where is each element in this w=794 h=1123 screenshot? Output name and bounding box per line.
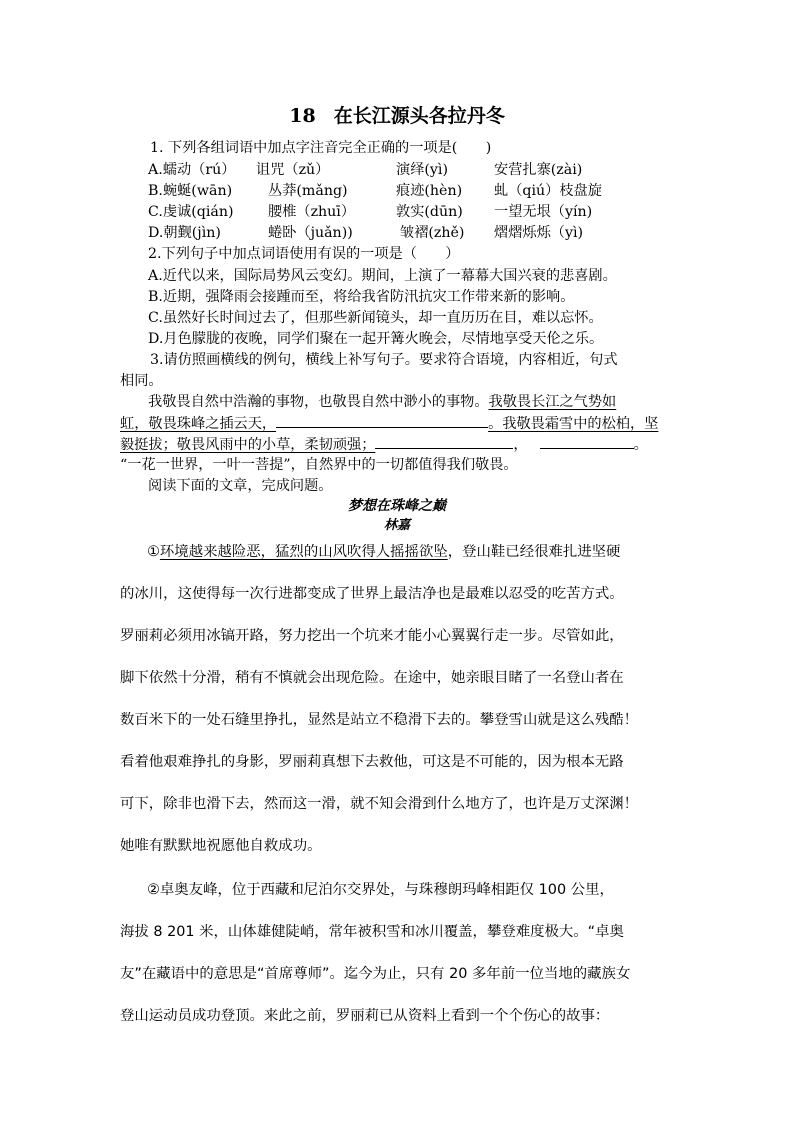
q3-example-period: 。 (488, 416, 503, 432)
paragraph-1-line-6: 看着他艰难挣扎的身影，罗丽莉真想下去救他，可这是不可能的，因为根本无路 (120, 754, 624, 770)
q3-example-underlined-1: 我敬畏长江之气势如 (488, 394, 617, 410)
q1-option-c-3: 敦实(dūn) (396, 204, 463, 220)
question-2-stem: 2.下列句子中加点词语使用有误的一项是（ ） (148, 246, 460, 262)
paragraph-2-line-2: 海拔 8 201 米，山体雄健陡峭，常年被积雪和冰川覆盖，攀登难度极大。“卓奥 (120, 924, 624, 940)
paragraph-2-line-1: ②卓奥友峰，位于西藏和尼泊尔交界处，与珠穆朗玛峰相距仅 100 公里， (147, 882, 614, 898)
q3-answer-blank-3[interactable] (540, 434, 634, 449)
paragraph-1-underlined-sentence: 环境越来越险恶，猛烈的山风吹得人摇摇欲坠 (159, 544, 448, 560)
q3-intro-sentence: 我敬畏自然中浩瀚的事物，也敬畏自然中渺小的事物。 (148, 394, 489, 410)
q1-option-c-1: C.虔诚(qián) (148, 204, 234, 220)
q1-option-d-4: 熠熠烁烁（yì) (494, 225, 584, 241)
q3-answer-blank-2[interactable] (375, 434, 513, 449)
q1-option-d-1: D.朝觐(jìn) (148, 225, 221, 241)
paragraph-1-line-8: 她唯有默默地祝愿他自救成功。 (120, 838, 322, 854)
q3-text-line-2 (120, 413, 658, 434)
question-3-stem-line-2: 相同。 (120, 373, 163, 389)
q1-option-row-b (148, 181, 648, 201)
q1-option-a-3: 演绎(yì) (396, 162, 448, 178)
question-1-stem: 1. 下列各组词语中加点字注音完全正确的一项是( ) (150, 140, 492, 156)
q3-example-underlined-2: 虹，敬畏珠峰之插云天， (120, 416, 277, 432)
q2-option-d: D.月色朦胧的夜晚，同学们聚在一起开篝火晚会，尽情地享受天伦之乐。 (148, 331, 604, 347)
q1-option-b-2: 丛莽(mǎng) (268, 183, 348, 199)
q1-option-row-a (148, 160, 648, 180)
paragraph-1-line-5: 数百米下的一处石缝里挣扎，显然是站立不稳滑下去的。攀登雪山就是这么残酷！ (120, 712, 639, 728)
paragraph-1-line-2: 的冰川，这使得每一次行进都变成了世界上最洁净也是最难以忍受的吃苦方式。 (120, 586, 624, 602)
article-author: 林嘉 (383, 518, 410, 533)
paragraph-2-line-3: 友”在藏语中的意思是“首席尊师”。迄今为止，只有 20 多年前一位当地的藏族女 (120, 966, 631, 982)
paragraph-1-line-4: 脚下依然十分滑，稍有不慎就会出现危险。在途中，她亲眼目睹了一名登山者在 (120, 670, 624, 686)
lesson-title: 在长江源头各拉丹冬 (333, 105, 505, 127)
q3-example-underlined-4: 毅挺拔；敬畏风雨中的小草，柔韧顽强； (120, 437, 376, 453)
q1-option-b-4: 虬（qiú）枝盘旋 (494, 183, 602, 199)
q1-option-a-4: 安营扎寨(zài) (494, 162, 583, 178)
paragraph-1-line-3: 罗丽莉必须用冰镐开路，努力挖出一个坑来才能小心翼翼行走一步。尽管如此， (120, 628, 624, 644)
q3-text-line-3 (120, 434, 648, 455)
q1-option-d-3: 皱褶(zhě) (400, 225, 465, 241)
q2-option-c: C.虽然好长时间过去了，但那些新闻镜头，却一直历历在目，难以忘怀。 (148, 310, 603, 326)
reading-intro: 阅读下面的文章，完成问题。 (148, 478, 333, 494)
q1-option-c-2: 腰椎（zhuī） (268, 204, 356, 220)
q3-answer-blank-1[interactable] (276, 413, 488, 428)
q1-option-a-1: A.蠕动（rú） (148, 162, 236, 178)
q3-text-line-4: “一花一世界，一叶一菩提”，自然界中的一切都值得我们敬畏。 (120, 457, 518, 473)
q3-example-underlined-3: 我敬畏霜雪中的松柏，坚 (502, 416, 659, 432)
q1-option-row-c (148, 202, 648, 222)
q1-option-b-3: 痕迹(hèn) (396, 183, 463, 199)
paragraph-1-line-7: 可下，除非也滑下去，然而这一滑，就不知会滑到什么地方了，也许是万丈深渊！ (120, 796, 639, 812)
paragraph-1-line-1-rest: ，登山鞋已经很难扎进坚硬 (447, 544, 621, 560)
q1-option-c-4: 一望无垠（yín) (494, 204, 593, 220)
q1-option-d-2: 蜷卧（juǎn)) (268, 225, 353, 241)
question-3-stem-line-1: 3.请仿照画横线的例句，横线上补写句子。要求符合语境，内容相近，句式 (150, 352, 618, 368)
q3-comma: ， (513, 437, 528, 453)
paragraph-2-line-4: 登山运动员成功登顶。来此之前，罗丽莉已从资料上看到一个个伤心的故事： (120, 1008, 610, 1024)
lesson-number: 18 (289, 105, 316, 127)
q1-option-b-1: B.蜿蜒(wān) (148, 183, 233, 199)
q2-option-b: B.近期，强降雨会接踵而至，将给我省防汛抗灾工作带来新的影响。 (148, 289, 575, 305)
page-title (0, 104, 794, 128)
paragraph-1-line-1 (147, 542, 620, 562)
q3-period: 。 (633, 437, 648, 453)
q1-option-row-d (148, 223, 648, 243)
q3-text-line-1 (148, 392, 616, 412)
q1-option-a-2: 诅咒（zǔ） (256, 162, 330, 178)
q2-option-a: A.近代以来，国际局势风云变幻。期间，上演了一幕幕大国兴衰的悲喜剧。 (148, 268, 617, 284)
article-title: 梦想在珠峰之巅 (348, 498, 446, 514)
paragraph-1-number: ① (147, 544, 160, 560)
